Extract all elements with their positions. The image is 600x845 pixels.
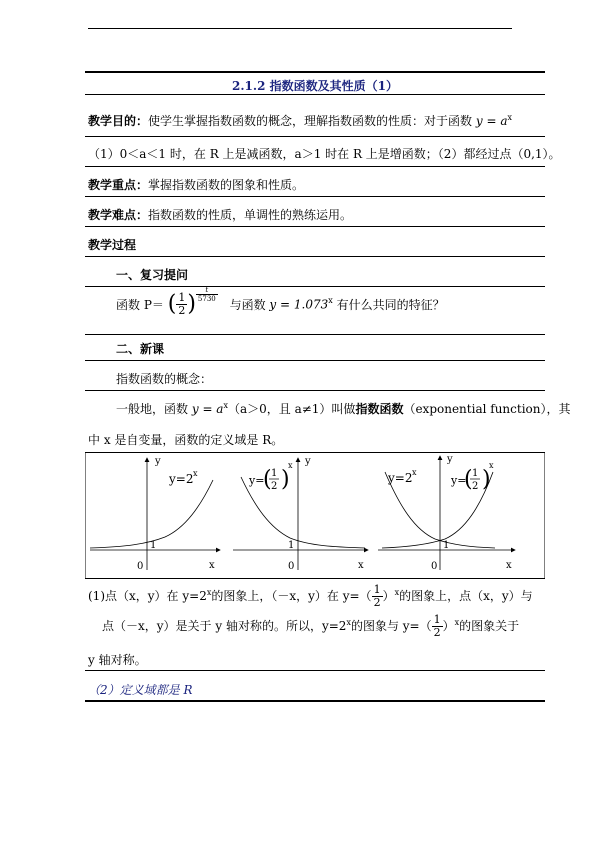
review-exponent xyxy=(196,286,218,303)
rule xyxy=(85,578,545,579)
curve-label-exp: x xyxy=(193,469,198,478)
frac-den: 2 xyxy=(271,481,278,492)
rule xyxy=(85,390,545,391)
sym-l1b: 的图象上，（－x，y）在 y=（ xyxy=(211,589,372,603)
new-lesson-heading xyxy=(116,340,164,357)
graph-decreasing xyxy=(233,456,368,572)
rule xyxy=(85,334,545,335)
exponential-graphs xyxy=(85,452,545,578)
process-heading xyxy=(88,236,136,253)
def-part3: （exponential function），其 xyxy=(403,402,571,416)
difficulty-line xyxy=(88,206,352,223)
curve-label-exp: x xyxy=(489,461,494,470)
rule xyxy=(85,360,545,361)
goal-formula-y: y xyxy=(475,114,483,128)
y-label: y xyxy=(447,454,453,465)
symmetry-line2 xyxy=(102,614,519,639)
def-formula: y = a xyxy=(191,402,224,416)
sym-exp4: x xyxy=(454,618,460,627)
curve-half-x xyxy=(241,477,365,548)
concept-label: 指数函数的概念： xyxy=(116,372,213,386)
top-rule xyxy=(88,28,512,29)
sym-fraction2 xyxy=(432,614,443,639)
definition-line2: 中 x 是自变量，函数的定义域是 R。 xyxy=(88,433,284,447)
goal-formula-x: x xyxy=(507,113,512,122)
rule xyxy=(85,136,545,137)
curve-label-prefix: y= xyxy=(249,474,265,487)
review-heading xyxy=(116,266,188,283)
symmetry-line1 xyxy=(88,584,533,609)
y-label: y xyxy=(305,456,311,467)
paren-right: ) xyxy=(482,467,491,492)
sym-l1a: (1)点（x，y）在 y=2 xyxy=(88,589,207,603)
review-question xyxy=(116,286,445,332)
process-label: 教学过程 xyxy=(88,238,137,252)
goal-formula-a: a xyxy=(500,114,508,128)
exp-den: 5730 xyxy=(197,295,216,303)
sym-num2: 1 xyxy=(433,613,441,626)
frac-num: 1 xyxy=(271,468,278,479)
rule xyxy=(85,166,545,167)
right-paren: ) xyxy=(187,291,196,317)
origin-label: 0 xyxy=(431,561,438,572)
sym-exp: x xyxy=(206,588,212,597)
def-exp: x xyxy=(223,401,228,410)
symmetry-line3: y 轴对称。 xyxy=(88,653,147,667)
goal-line xyxy=(88,112,512,129)
y-label: y xyxy=(155,456,161,467)
frac-num: 1 xyxy=(472,468,479,479)
rule xyxy=(85,94,545,95)
review-heading-text: 一、复习提问 xyxy=(116,268,189,282)
sym-fraction xyxy=(372,584,383,609)
sym-exp3: x xyxy=(346,618,351,627)
curve-label: y=2 xyxy=(169,472,194,486)
sym-l2b: 的图象与 y=（ xyxy=(350,619,432,633)
one-label: 1 xyxy=(288,540,295,551)
graph-increasing xyxy=(90,456,220,572)
review-suffix: 有什么共同的特征？ xyxy=(336,298,445,312)
difficulty-label: 教学难点： xyxy=(88,208,149,222)
paren-right: ) xyxy=(281,467,290,492)
exp-num: t xyxy=(196,286,218,295)
review-fraction xyxy=(176,292,187,317)
rule xyxy=(85,670,545,671)
header-rule xyxy=(85,71,545,73)
curve-label-prefix: y= xyxy=(451,474,467,487)
review-prefix: 函数 P＝ xyxy=(116,298,164,312)
new-lesson-heading-text: 二、新课 xyxy=(116,342,165,356)
sym-num: 1 xyxy=(373,583,381,596)
key-point-line xyxy=(88,176,304,193)
paren-left: ( xyxy=(263,467,272,492)
rule xyxy=(85,196,545,197)
curve-label-exp: x xyxy=(288,461,293,470)
curve-2x xyxy=(90,480,213,548)
graph-both xyxy=(378,454,515,572)
origin-label: 0 xyxy=(137,561,144,572)
sym-l2d: 的图象关于 xyxy=(459,619,520,633)
sym-den2: 2 xyxy=(433,626,441,639)
def-part2: （a＞0，且 a≠1）叫做 xyxy=(227,402,356,416)
curve-label: y=2 xyxy=(388,471,413,485)
x-label: x xyxy=(209,560,215,571)
frac-den: 2 xyxy=(178,304,186,317)
sym-l1c: ） xyxy=(382,589,395,603)
sym-l1d: 的图象上，点（x，y）与 xyxy=(399,589,533,603)
goal-text: 使学生掌握指数函数的概念，理解指数函数的性质：对于函数 xyxy=(148,114,473,128)
key-point-label: 教学重点： xyxy=(88,178,149,192)
x-label: x xyxy=(506,560,512,571)
rule xyxy=(85,256,545,257)
def-part1: 一般地，函数 xyxy=(116,402,189,416)
review-middle: 与函数 xyxy=(229,298,266,312)
definition-line1 xyxy=(116,400,571,417)
key-point-text: 掌握指数函数的图象和性质。 xyxy=(148,178,305,192)
page-title: 2.1.2 指数函数及其性质（1） xyxy=(232,79,398,93)
frac-den: 2 xyxy=(472,481,479,492)
goal-line2: （1）0＜a＜1 时，在 R 上是减函数，a＞1 时在 R 上是增函数；（2）都经过点（0,1）。 xyxy=(88,147,561,161)
one-label: 1 xyxy=(443,540,450,551)
sym-exp2: x xyxy=(394,588,400,597)
x-label: x xyxy=(358,560,364,571)
review-formula: y = 1.073 xyxy=(269,297,329,312)
def-bold: 指数函数 xyxy=(355,402,404,416)
frac-num: 1 xyxy=(178,291,186,304)
curve-label-exp: x xyxy=(412,468,417,477)
review-formula-exp: x xyxy=(328,296,333,305)
paren-left: ( xyxy=(464,467,473,492)
one-label: 1 xyxy=(150,540,157,551)
left-paren: ( xyxy=(167,291,177,317)
sym-l2a: 点（－x，y）是关于 y 轴对称的。所以，y=2 xyxy=(102,619,347,633)
rule xyxy=(85,286,545,287)
origin-label: 0 xyxy=(288,561,295,572)
sym-l2c: ） xyxy=(442,619,455,633)
rule xyxy=(85,226,545,227)
goal-formula-eq: = xyxy=(482,114,501,128)
bottom-rule xyxy=(85,700,545,702)
sym-den: 2 xyxy=(373,596,381,609)
domain-note: （2）定义域都是 R xyxy=(88,683,193,697)
difficulty-text: 指数函数的性质，单调性的熟练运用。 xyxy=(148,208,353,222)
goal-label: 教学目的： xyxy=(88,114,149,128)
